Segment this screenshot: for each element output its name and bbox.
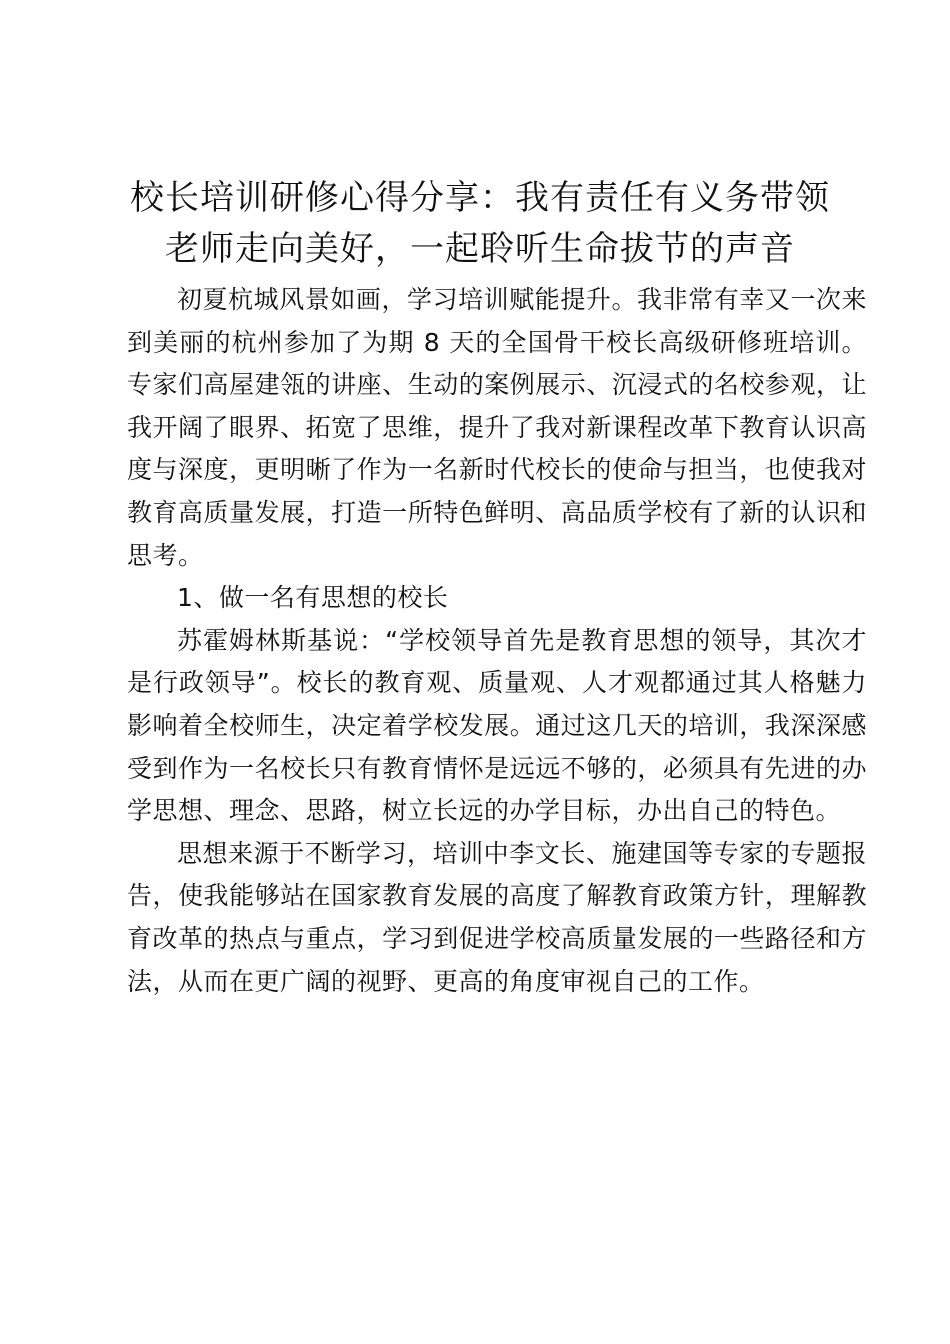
paragraph-intro: 初夏杭城风景如画，学习培训赋能提升。我非常有幸又一次来到美丽的杭州参加了为期 8 天的全国骨干校长高级研修班培训。专家们高屋建瓴的讲座、生动的案例展示、沉浸式的名校参观，让我开阔了眼界、拓宽了思维，提升了我对新课程改革下教育认识高度与深度，更明晰了作为一名新时代校长的使命与担当，也使我对教育高质量发展，打造一所特色鲜明、高品质学校有了新的认识和思考。 xyxy=(127,285,867,570)
section-heading: 1、做一名有思想的校长 xyxy=(177,583,449,613)
paragraph-quote: 苏霍姆林斯基说：“学校领导首先是教育思想的领导，其次才是行政领导”。校长的教育观、质量观、人才观都通过其人格魅力影响着全校师生，决定着学校发展。通过这几天的培训，我深深感受到作为一名校长只有教育情怀是远远不够的，必须具有先进的办学思想、理念、思路，树立长远的办学目标，办出自己的特色。 xyxy=(127,625,867,826)
title-line-2: 老师走向美好，一起聆听生命拔节的声音 xyxy=(165,229,795,269)
paragraph-learning: 思想来源于不断学习，培训中李文长、施建国等专家的专题报告，使我能够站在国家教育发展的高度了解教育政策方针，理解教育改革的热点与重点，学习到促进学校高质量发展的一些路径和方法，从而在更广阔的视野、更高的角度审视自己的工作。 xyxy=(127,838,867,996)
document-body xyxy=(127,279,867,1003)
title-line-1: 校长培训研修心得分享：我有责任有义务带领 xyxy=(130,178,830,218)
document-title xyxy=(100,173,860,275)
